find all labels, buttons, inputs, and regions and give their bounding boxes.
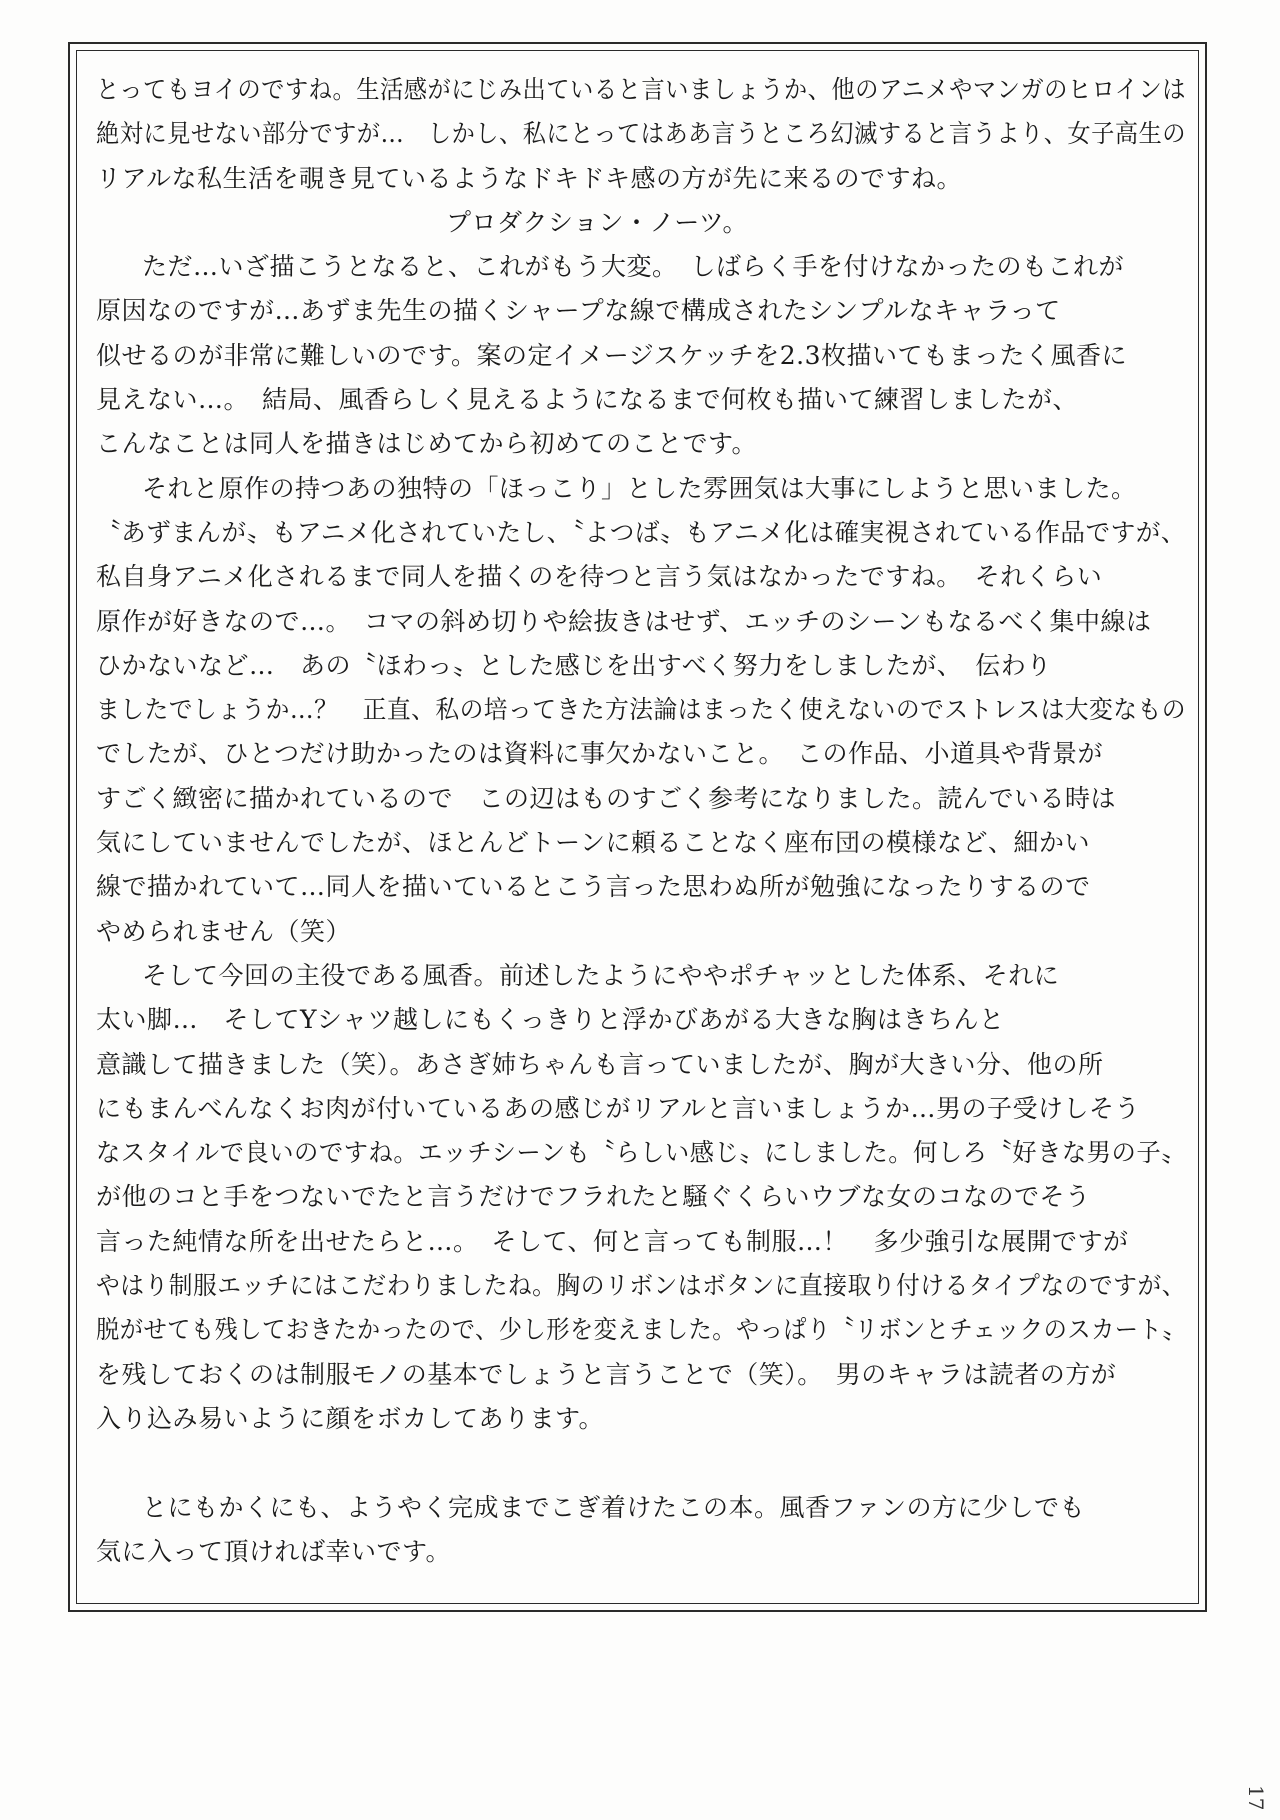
text-line: すごく緻密に描かれているので この辺はものすごく参考になりました。読んでいる時は	[96, 783, 1117, 813]
text-line: なスタイルで良いのですね。エッチシーンも〝らしい感じ〟にしました。何しろ〝好きな男の子〟	[96, 1138, 1186, 1168]
text-line: が他のコと手をつないでたと言うだけでフラれたと騒ぐくらいウブな女のコなのでそう	[96, 1182, 1091, 1212]
text-line: とにもかくにも、ようやく完成までこぎ着けたこの本。風香ファンの方に少しでも	[142, 1492, 1086, 1522]
text-line: 原作が好きなので…。 コマの斜め切りや絵抜きはせず、エッチのシーンもなるべく集中線は	[96, 606, 1152, 636]
text-line: 気にしていませんでしたが、ほとんどトーンに頼ることなく座布団の模様など、細かい	[96, 828, 1091, 858]
text-line: でしたが、ひとつだけ助かったのは資料に事欠かないこと。 この作品、小道具や背景が	[96, 739, 1104, 769]
text-line: やめられません（笑）	[96, 916, 352, 946]
text-line: にもまんべんなくお肉が付いているあの感じがリアルと言いましょうか…男の子受けしそう	[96, 1093, 1141, 1123]
text-line: ましたでしょうか…？ 正直、私の培ってきた方法論はまったく使えないのでストレスは大変なもの	[96, 695, 1186, 725]
text-line: 意識して描きました（笑）。あさぎ姉ちゃんも言っていましたが、胸が大きい分、他の所	[96, 1049, 1104, 1079]
blank-line	[96, 1441, 1186, 1485]
text-line: それと原作の持つあの独特の「ほっこり」とした雰囲気は大事にしようと思いました。	[142, 473, 1137, 503]
text-line: 言った純情な所を出せたらと…。 そして、何と言っても制服…！ 多少強引な展開ですが	[96, 1226, 1129, 1256]
text-line: ただ…いざ描こうとなると、これがもう大変。 しばらく手を付けなかったのもこれが	[142, 252, 1125, 282]
text-line: やはり制服エッチにはこだわりましたね。胸のリボンはボタンに直接取り付けるタイプなのですが、	[96, 1271, 1186, 1301]
text-line: 〝あずまんが〟もアニメ化されていたし、〝よつば〟もアニメ化は確実視されている作品ですが、	[96, 517, 1186, 547]
text-line: 私自身アニメ化されるまで同人を描くのを待つと言う気はなかったですね。 それくらい	[96, 562, 1103, 592]
text-line: とってもヨイのですね。生活感がにじみ出ていると言いましょうか、他のアニメやマンガのヒロインは	[96, 75, 1186, 104]
text-line: 原因なのですが…あずま先生の描くシャープな線で構成されたシンプルなキャラって	[96, 296, 1061, 326]
handwritten-text-block	[96, 68, 1186, 1574]
page-number: 17	[1244, 1784, 1268, 1810]
text-line: ひかないなど… あの〝ほわっ〟とした感じを出すべく努力をしましたが、 伝わり	[96, 650, 1052, 680]
text-line: こんなことは同人を描きはじめてから初めてのことです。	[96, 429, 758, 459]
text-line: 似せるのが非常に難しいのです。案の定イメージスケッチを2.3枚描いてもまったく風香に	[96, 340, 1128, 370]
text-line: リアルな私生活を覗き見ているようなドキドキ感の方が先に来るのですね。	[96, 163, 963, 193]
text-line: 入り込み易いように顔をボカしてあります。	[96, 1403, 605, 1433]
text-line: 脱がせても残しておきたかったので、少し形を変えました。やっぱり〝リボンとチェックのスカート〟	[96, 1315, 1186, 1345]
text-line: 見えない…。 結局、風香らしく見えるようになるまで何枚も描いて練習しましたが、	[96, 385, 1079, 415]
text-line: そして今回の主役である風香。前述したようにややポチャッとした体系、それに	[142, 960, 1060, 990]
text-line: 太い脚… そしてYシャツ越しにもくっきりと浮かびあがる大きな胸はきちんと	[96, 1005, 1005, 1035]
text-line: 気に入って頂ければ幸いです。	[96, 1536, 452, 1566]
text-line: 絶対に見せない部分ですが… しかし、私にとってはああ言うところ幻滅すると言うより、女子高生の	[96, 119, 1186, 149]
signature-line: プロダクション・ノーツ。	[446, 207, 749, 237]
text-line: を残しておくのは制服モノの基本でしょうと言うことで（笑）。 男のキャラは読者の方が	[96, 1359, 1117, 1389]
text-line: 線で描かれていて…同人を描いているとこう言った思わぬ所が勉強になったりするので	[96, 872, 1091, 902]
